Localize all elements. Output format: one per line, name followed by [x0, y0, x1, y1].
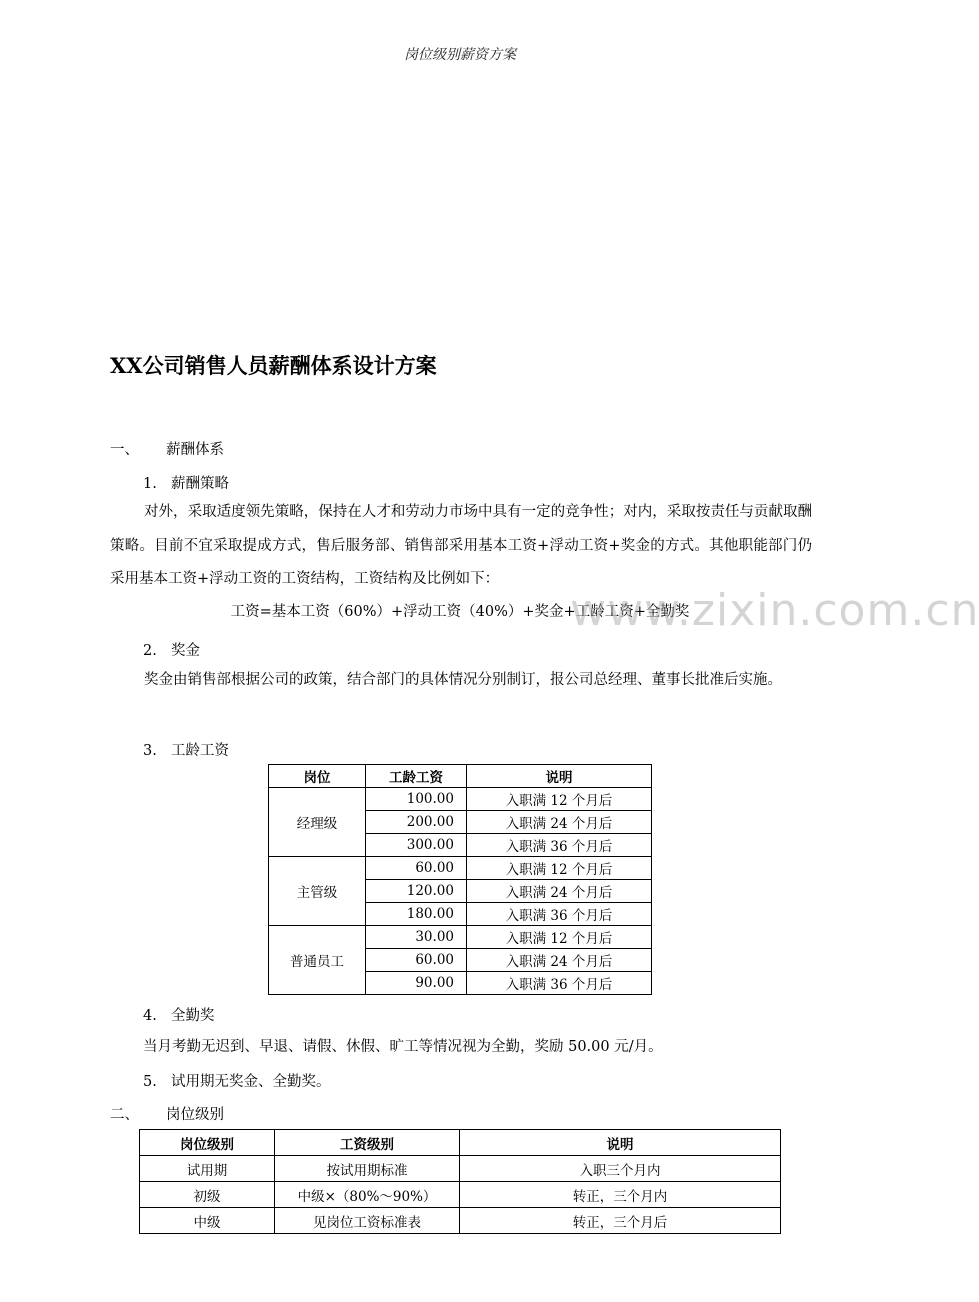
wage-level-cell: 见岗位工资标准表 [275, 1208, 460, 1234]
column-header-note: 说明 [460, 1130, 781, 1156]
wage-cell: 200.00 [366, 811, 467, 834]
page-header: 岗位级别薪资方案 [404, 47, 516, 63]
note-cell: 转正，三个月后 [460, 1208, 781, 1234]
column-header-position: 岗位 [269, 765, 366, 788]
table-row [140, 1156, 781, 1182]
paragraph-attendance: 当月考勤无迟到、早退、请假、休假、旷工等情况视为全勤，奖励 50.00 元/月。 [143, 1039, 663, 1055]
wage-level-cell: 中级×（80%～90%） [275, 1182, 460, 1208]
table-row [140, 1208, 781, 1234]
level-cell: 试用期 [140, 1156, 275, 1182]
column-header-wage-level: 工资级别 [275, 1130, 460, 1156]
position-cell: 经理级 [269, 788, 366, 857]
wage-cell: 120.00 [366, 880, 467, 903]
note-cell: 入职满 36 个月后 [467, 972, 652, 995]
section-2-heading [110, 1103, 224, 1124]
note-cell: 入职满 24 个月后 [467, 880, 652, 903]
position-cell: 普通员工 [269, 926, 366, 995]
column-header-note: 说明 [467, 765, 652, 788]
wage-level-cell: 按试用期标准 [275, 1156, 460, 1182]
note-cell: 入职满 12 个月后 [467, 926, 652, 949]
paragraph-salary-strategy: 对外，采取适度领先策略，保持在人才和劳动力市场中具有一定的竞争性；对内，采取按责任与贡献取酬策略。目前不宜采取提成方式，售后服务部、销售部采用基本工资+浮动工资+奖金的方式。其他职能部门仍采用基本工资+浮动工资的工资结构，工资结构及比例如下： [110, 504, 812, 587]
watermark: www.zixin.com.cn [570, 585, 979, 636]
note-cell: 入职满 24 个月后 [467, 811, 652, 834]
section-1-number: 一、 [110, 442, 139, 458]
column-header-seniority-wage: 工龄工资 [366, 765, 467, 788]
item-2-heading [143, 639, 200, 660]
note-cell: 入职满 12 个月后 [467, 788, 652, 811]
wage-cell: 90.00 [366, 972, 467, 995]
note-cell: 入职满 36 个月后 [467, 903, 652, 926]
note-cell: 转正，三个月内 [460, 1182, 781, 1208]
section-2-number: 二、 [110, 1107, 139, 1123]
item-1-number: 1. [143, 476, 157, 492]
document-title: XX公司销售人员薪酬体系设计方案 [110, 353, 437, 378]
item-2-title: 奖金 [171, 643, 200, 659]
seniority-wage-table [268, 764, 652, 995]
wage-cell: 180.00 [366, 903, 467, 926]
note-cell: 入职满 24 个月后 [467, 949, 652, 972]
table-row [269, 926, 652, 949]
item-2-number: 2. [143, 643, 157, 659]
table-header-row [269, 765, 652, 788]
item-4-title: 全勤奖 [171, 1008, 215, 1024]
item-4-number: 4. [143, 1008, 157, 1024]
item-5-heading [143, 1070, 331, 1091]
note-cell: 入职满 12 个月后 [467, 857, 652, 880]
position-cell: 主管级 [269, 857, 366, 926]
item-4-heading [143, 1004, 215, 1025]
level-cell: 中级 [140, 1208, 275, 1234]
salary-formula: 工资=基本工资（60%）+浮动工资（40%）+奖金+工龄工资+全勤奖 [230, 604, 690, 620]
column-header-level: 岗位级别 [140, 1130, 275, 1156]
section-1-heading [110, 438, 224, 459]
item-3-title: 工龄工资 [171, 743, 229, 759]
table-row [140, 1182, 781, 1208]
table-row [269, 857, 652, 880]
table-header-row [140, 1130, 781, 1156]
item-1-title: 薪酬策略 [171, 476, 229, 492]
section-2-title: 岗位级别 [166, 1107, 224, 1123]
note-cell: 入职三个月内 [460, 1156, 781, 1182]
item-1-heading [143, 472, 229, 493]
table-row [269, 788, 652, 811]
wage-cell: 60.00 [366, 857, 467, 880]
wage-cell: 300.00 [366, 834, 467, 857]
item-5-number: 5. [143, 1074, 157, 1090]
wage-cell: 100.00 [366, 788, 467, 811]
item-5-title: 试用期无奖金、全勤奖。 [171, 1074, 331, 1090]
note-cell: 入职满 36 个月后 [467, 834, 652, 857]
item-3-heading [143, 739, 229, 760]
position-level-table [139, 1129, 781, 1234]
paragraph-bonus: 奖金由销售部根据公司的政策，结合部门的具体情况分别制订，报公司总经理、董事长批准后实施。 [144, 672, 782, 688]
item-3-number: 3. [143, 743, 157, 759]
wage-cell: 60.00 [366, 949, 467, 972]
section-1-title: 薪酬体系 [166, 442, 224, 458]
wage-cell: 30.00 [366, 926, 467, 949]
level-cell: 初级 [140, 1182, 275, 1208]
